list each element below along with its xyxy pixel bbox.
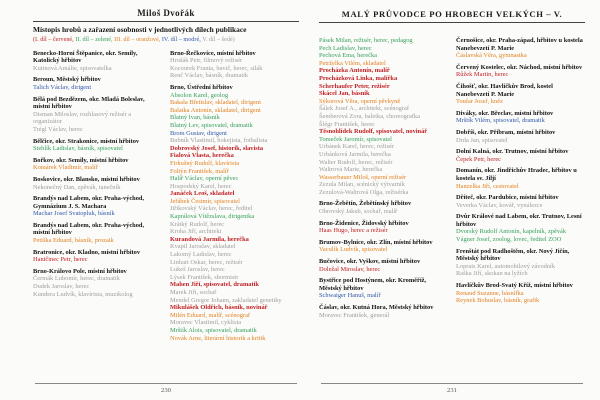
cemetery-entry <box>319 258 447 273</box>
cemetery-heading: Brno, Ústřední hřbitov <box>170 83 233 91</box>
cemetery-heading: Brumov-Bylnice, okr. Zlín, místní hřbitov <box>319 238 433 246</box>
person-entry: Marek Jiří, sochař <box>170 289 217 296</box>
person-entry: Foltýn František, malíř <box>170 167 229 175</box>
cemetery-heading: Bělá pod Bezdězem, okr. Mladá Boleslav, místní hřbitov <box>33 95 145 111</box>
person-entry: Jiřikovský Václav, herec, ředitel <box>170 205 253 213</box>
right-footer-rule <box>321 383 583 384</box>
cemetery-heading: Brno-Židenice, Židovský hřbitov <box>319 219 409 227</box>
person-entry: Komárek Vladimír, malíř <box>33 164 98 172</box>
person-entry: Doležal Miroslav, herec <box>319 265 381 273</box>
left-footer-rule <box>35 383 297 384</box>
person-entry: Renč Václav, básník, dramatik <box>170 72 249 80</box>
person-entry: Hospodský Karel, herec <box>170 182 232 190</box>
person-entry: Čermák Lubomír, herec, dramatik <box>33 275 120 283</box>
cemetery-heading: Frenštát pod Radhoštěm, okr. Nový Jičín, Městský hřbitov <box>456 247 570 263</box>
person-entry: Renaud Suzanne, básnířka <box>456 289 524 297</box>
cemetery-heading: Dobříš, okr. Příbram, místní hřbitov <box>456 128 556 136</box>
person-entry: Bakala Břetislav, skladatel, dirigent <box>170 99 261 107</box>
cemetery-heading: Brno-Žebětín, Žebětínský hřbitov <box>319 200 412 208</box>
person-entry: Trégl Václav, herec <box>33 125 83 133</box>
person-entry: Skácel Jan, básník <box>319 90 370 98</box>
cemetery-entry <box>456 110 584 125</box>
person-entry: Šlégr František, herec <box>319 120 375 128</box>
cemetery-entry <box>33 96 161 134</box>
cemetery-entry <box>319 220 447 235</box>
cemetery-entry <box>170 84 298 342</box>
cemetery-heading: Benecko-Horní Štěpanice, okr. Semily, Katolický hřbitov <box>33 49 138 65</box>
person-entry: Novák Arne, literární historik a kritik <box>170 334 266 342</box>
cemetery-heading: Diváky, okr. Břeclav, místní hřbitov <box>456 109 554 117</box>
person-entry: Veverka Václav, kovář, vynálezce <box>456 201 543 209</box>
left-publication-title: Místopis hrobů a zařazení osobnosti v jednotlivých dílech publikace <box>33 25 247 34</box>
cemetery-entry <box>33 268 161 298</box>
volume-legend <box>33 36 299 44</box>
person-entry: Raška Jiří, skokan na lyžích <box>456 270 528 278</box>
person-entry: Absolon Karel, geolog <box>170 91 229 99</box>
cemetery-entry <box>456 83 584 106</box>
cemetery-heading: Beroun, Městský hřbitov <box>33 76 101 84</box>
person-entry: Sýkorová Věra, operní pěvkyně <box>319 97 401 105</box>
cemetery-entry <box>456 64 584 79</box>
person-entry: Machar Josef Svatopluk, básník <box>33 210 115 218</box>
right-header-rule <box>319 22 585 23</box>
left-column-2 <box>170 50 298 347</box>
person-entry: Hrušák Petr, filmový režisér <box>170 57 243 65</box>
person-entry: Mahen Jiří, spisovatel, dramatik <box>170 281 259 289</box>
person-entry: Walter Rudolf, herec, režisér <box>319 158 393 166</box>
person-entry: Vágner Josef, zoolog, lovec, ředitel ZOO <box>456 236 562 244</box>
person-entry: Čáslavská Věra, gymnastka <box>456 52 527 60</box>
person-entry: Jeřábek Čestmír, spisovatel <box>170 197 240 205</box>
right-header-spacer <box>319 27 585 37</box>
legend-part-red: (I. díl – červené, <box>33 35 76 43</box>
cemetery-heading: Brandýs nad Labem, okr. Praha-východ, Gymnázium J. S. Machara <box>33 195 145 210</box>
left-page-number: 230 <box>161 387 171 394</box>
cemetery-entry <box>456 282 584 305</box>
person-entry: Lakomý Ladislav, herec <box>170 251 232 259</box>
cemetery-entry <box>33 222 161 245</box>
page-left <box>33 8 299 394</box>
person-entry: Moravec František, generál <box>319 311 390 319</box>
cemetery-entry <box>33 176 161 191</box>
cemetery-heading: Dříteč, okr. Pardubice, místní hřbitov <box>456 194 559 202</box>
person-entry: Reynek Bohuslav, básník, grafik <box>456 297 540 305</box>
person-entry: Kutinová Amálie, spisovatelka <box>33 64 112 72</box>
legend-part-gray: V. díl – šedé) <box>202 35 235 43</box>
cemetery-heading: Černošice, okr. Praha-západ, hřbitov u kostela Nanebevzetí P. Marie <box>456 37 583 52</box>
person-entry: Loprais Karel, automobilový závodník <box>456 262 556 270</box>
person-entry: Petiška Eduard, básník, prozaik <box>33 237 114 245</box>
person-entry: Hanzelka Jiří, cestovatel <box>456 182 519 190</box>
person-entry: Janáček Leoš, skladatel <box>170 190 235 198</box>
person-entry: Haničinec Petr, herec <box>33 256 88 264</box>
person-entry: Bubník Vlastimil, hokejista, fotbalista <box>170 137 268 145</box>
right-footer <box>319 383 585 394</box>
person-entry: Kaprálová Vítězslava, dirigentka <box>170 213 255 221</box>
person-entry: Moravec Vlastimil, cyklista <box>170 319 242 327</box>
cemetery-entry <box>319 239 447 254</box>
right-column-2 <box>456 37 584 323</box>
cemetery-heading: Bystřice pod Hostýnem, okr. Kroměříž, Městský hřbitov <box>319 277 427 292</box>
cemetery-entry <box>319 304 447 319</box>
cemetery-heading: Bělčice, okr. Strakonice, místní hřbitov <box>33 137 140 145</box>
person-entry: Zezula Milan, scénický výtvarník <box>319 181 405 189</box>
person-entry: Lukeš Jaroslav, herec <box>170 266 225 274</box>
person-entry: Balatka Antonín, skladatel, dirigent <box>170 106 261 114</box>
person-entry: Pechová Ema, herečka <box>319 52 378 60</box>
person-entry: Waltrová Marie, herečka <box>319 166 383 174</box>
person-entry: Blatný Lev, spisovatel, dramatik <box>170 121 253 129</box>
cemetery-entry <box>456 248 584 278</box>
person-entry: Těsnohlídek Rudolf, spisovatel, novinář <box>319 128 428 136</box>
person-entry: Pásek Milan, režisér, herec, pedagog <box>319 37 413 44</box>
person-entry: Linhart Oskar, herec, režisér <box>170 258 243 266</box>
cemetery-entry <box>319 277 447 300</box>
person-entry: Krátký Rudolf, herec <box>170 220 225 228</box>
page-right <box>319 8 585 394</box>
person-entry: Haas Hugo, herec a režisér <box>319 227 388 235</box>
cemetery-entry <box>456 167 584 190</box>
left-column-1 <box>33 50 161 347</box>
legend-part-green: II. díl – zelené, <box>75 35 115 43</box>
person-entry: Procházková Linka, malířka <box>319 74 398 82</box>
person-entry: Kundera Ludvík, klavírista, muzikolog <box>33 290 133 298</box>
person-entry: Čepek Petr, herec <box>456 155 501 163</box>
page-left-author: Miloš Dvořák <box>137 8 195 18</box>
person-entry: Vaculík Ludvík, spisovatel <box>319 246 388 254</box>
cemetery-entry <box>33 195 161 218</box>
person-entry: Brom Gustav, dirigent <box>170 129 227 137</box>
person-entry: Scherhaufer Peter, režisér <box>319 82 390 90</box>
person-entry: Wasserbauer Miloš, operní režisér <box>319 173 407 181</box>
cemetery-heading: Brno-Královo Pole, místní hřbitov <box>33 267 127 275</box>
cemetery-heading: Červený Kostelec, okr. Náchod, místní hřbitov <box>456 63 583 71</box>
right-page-title: MALÝ PRŮVODCE PO HROBECH VELKÝCH – V. <box>341 9 563 19</box>
cemetery-entry <box>33 249 161 264</box>
person-entry: Stehlík Ladislav, básník, spisovatel <box>33 145 123 153</box>
person-entry: Firkušný Rudolf, klavírista <box>170 159 240 167</box>
person-entry: Zezulová-Waltrová Olga, režisérka <box>319 188 409 196</box>
person-entry: Šálek Josef A., architekt, scénograf <box>319 105 409 113</box>
person-entry: Dobrovský Josef, historik, slavista <box>170 144 264 152</box>
person-entry: Kurandová Jarmila, herečka <box>170 235 249 243</box>
person-entry: Pech Ladislav, herec <box>319 44 372 52</box>
left-columns <box>33 50 299 347</box>
cemetery-heading: Dvůr Králové nad Labem, okr. Trutnov, Lesní hřbitov <box>456 213 582 228</box>
right-columns <box>319 37 585 323</box>
person-entry: Talich Václav, dirigent <box>33 83 92 91</box>
person-entry: Schwaiger Hanuš, malíř <box>319 292 381 300</box>
cemetery-heading: Bořkov, okr. Semily, místní hřbitov <box>33 156 129 164</box>
cemetery-entry <box>456 37 584 60</box>
right-page-number: 231 <box>447 387 457 394</box>
cemetery-heading: Brno-Řečkovice, místní hřbitov <box>170 49 256 57</box>
person-entry: Drda Jan, spisovatel <box>456 136 508 144</box>
person-entry: Kroha Jiří, architekt <box>170 228 222 236</box>
cemetery-entry <box>319 200 447 215</box>
cemetery-entry <box>33 138 161 153</box>
person-entry: Kvapil Jaroslav, skladatel <box>170 243 236 251</box>
person-entry: Mikulášek Oldřich, básník, novinář <box>170 304 268 312</box>
person-entry: Dudek Jaroslav, herec <box>33 283 90 291</box>
person-entry: Dvorský Rudolf Antonín, kapelník, zpěvák <box>456 228 567 236</box>
legend-part-orange: III. díl – oranžové, <box>114 35 162 43</box>
cemetery-entry <box>456 129 584 144</box>
legend-part-blue: IV. díl – modré, <box>161 35 203 43</box>
cemetery-entry <box>33 76 161 91</box>
cemetery-heading: Čihošť, okr. Havlíčkův Brod, kostel Nanebevzetí P. Marie <box>456 82 553 98</box>
person-entry: Kocourek Franta, bavič, herec, silák <box>170 64 263 72</box>
person-entry: Šemberová Zora, baletka, choreografka <box>319 112 420 120</box>
left-footer <box>33 383 299 394</box>
person-entry: Urbánek Karel, herec, režisér <box>319 143 395 151</box>
person-entry: Fialová Vlasta, herečka <box>170 152 234 160</box>
person-entry: Lýsek František, sbormistr <box>170 273 239 281</box>
cemetery-entry <box>33 50 161 73</box>
cemetery-heading: Bratronice, okr. Kladno, místní hřbitov <box>33 248 141 256</box>
person-entry: Obrovský Jakub, sochař, malíř <box>319 208 398 216</box>
cemetery-entry <box>456 148 584 163</box>
person-entry: Růžek Martin, herec <box>456 71 509 79</box>
person-entry: Procházka Antonín, malíř <box>319 67 390 75</box>
cemetery-heading: Domanín, okr. Jindřichův Hradec, hřbitov u kostela sv. Jiljí <box>456 167 577 182</box>
person-entry: Petrželka Vilém, skladatel <box>319 59 386 67</box>
cemetery-heading: Brandýs nad Labem, okr. Praha-východ, místní hřbitov <box>33 221 145 237</box>
cemetery-heading: Bučovice, okr. Vyškov, místní hřbitov <box>319 258 421 266</box>
person-entry: Blatný Ivan, básník <box>170 114 220 122</box>
cemetery-heading: Havlíčkův Brod-Svatý Kříž, místní hřbitov <box>456 282 573 290</box>
cemetery-entry <box>33 157 161 172</box>
cemetery-heading: Čáslav, okr. Kutná Hora, Městský hřbitov <box>319 304 434 311</box>
person-entry: Tomeček Jaromír, spisovatel <box>319 135 392 143</box>
person-entry: Urbánková Jarmila, herečka <box>319 150 391 158</box>
person-entry: Milén Eduard, malíř, scénograf <box>170 311 251 319</box>
left-header-rule <box>33 21 299 22</box>
cemetery-entry <box>319 37 447 196</box>
person-entry: Mrštík Vilém, spisovatel, dramatik <box>456 117 545 125</box>
person-entry: Toufar Josef, kněz <box>456 98 503 106</box>
person-entry: Disman Miloslav, rozhlasový režisér a organizátor <box>33 110 132 126</box>
right-column-1 <box>319 37 447 323</box>
person-entry: Nekonečný Dan, zpěvák, tanečník <box>33 183 121 191</box>
cemetery-heading: Dolní Kalná, okr. Trutnov, místní hřbitov <box>456 148 569 156</box>
cemetery-entry <box>170 50 298 80</box>
cemetery-heading: Boskovice, okr. Blansko, místní hřbitov <box>33 175 140 183</box>
person-entry: Mrštík Alois, spisovatel, dramatik <box>170 326 257 334</box>
cemetery-entry <box>456 213 584 243</box>
person-entry: Halíř Václav, operní pěvec <box>170 175 239 183</box>
person-entry: Mendel Gregor Johann, zakladatel genetiky <box>170 296 282 304</box>
cemetery-entry <box>456 194 584 209</box>
